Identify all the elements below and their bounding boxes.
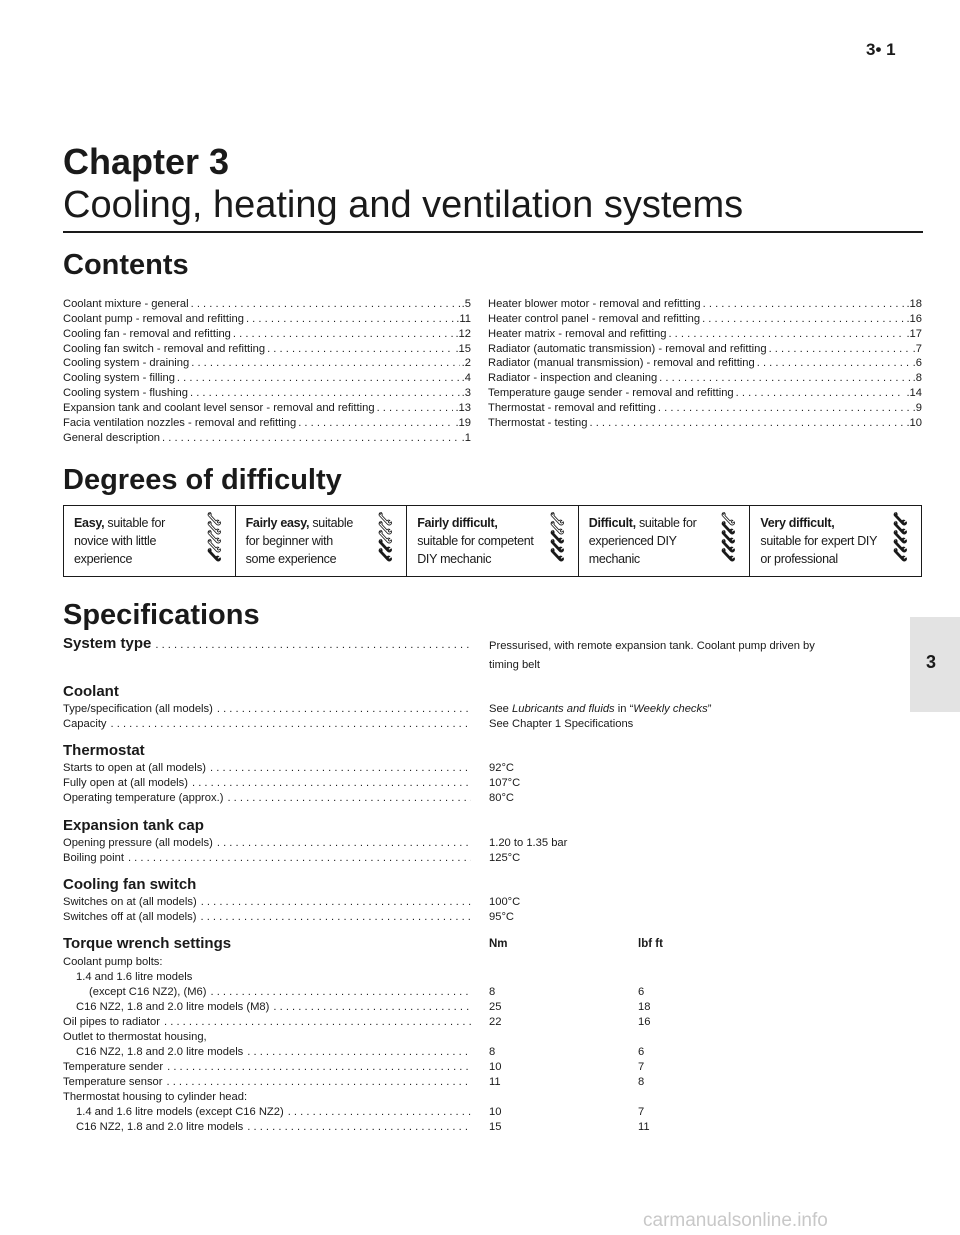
contents-entry-label: Radiator - inspection and cleaning <box>488 372 658 385</box>
torque-table <box>63 955 923 1135</box>
contents-entry[interactable] <box>63 371 471 386</box>
thermostat-table <box>63 761 923 806</box>
contents-entry-label: General description <box>63 431 161 444</box>
torque-label: 1.4 and 1.6 litre models (except C16 NZ2) <box>76 1106 284 1118</box>
torque-label: Temperature sender <box>63 1061 164 1073</box>
contents-entry-label: Thermostat - testing <box>488 416 588 429</box>
contents-entry[interactable] <box>63 401 471 416</box>
spec-label: Fully open at (all models) <box>63 777 188 789</box>
expansion-cap-table <box>63 836 923 866</box>
difficulty-title: Fairly easy, <box>245 516 310 530</box>
torque-row <box>63 1015 923 1030</box>
contents-entry-page: .10 <box>906 416 922 429</box>
difficulty-desc: novice with little <box>74 534 157 548</box>
torque-nm: 8 <box>489 1046 496 1058</box>
leader-dots <box>210 761 471 776</box>
contents-entry-page: .7 <box>912 342 922 355</box>
contents-entry-page: .2 <box>461 357 471 370</box>
system-type-label: System type <box>63 635 152 652</box>
difficulty-level <box>406 506 578 576</box>
contents-entry-label: Heater blower motor - removal and refitting <box>488 298 701 310</box>
spec-row <box>63 836 923 851</box>
difficulty-desc: experience <box>74 552 133 566</box>
difficulty-heading: Degrees of difficulty <box>63 464 342 496</box>
difficulty-level <box>749 506 921 576</box>
torque-label: C16 NZ2, 1.8 and 2.0 litre models <box>76 1046 244 1058</box>
torque-nm: 8 <box>489 986 496 998</box>
contents-left-column <box>63 297 471 445</box>
leader-dots <box>247 1120 471 1135</box>
torque-row <box>63 955 923 970</box>
contents-entry-label: Cooling system - flushing <box>63 387 188 400</box>
spec-label: Switches on at (all models) <box>63 896 197 908</box>
torque-label: Oil pipes to radiator <box>63 1016 161 1028</box>
difficulty-title: Difficult, <box>588 516 636 530</box>
spec-value: 80°C <box>489 792 514 804</box>
contents-entry-page: .14 <box>906 387 922 400</box>
leader-dots <box>167 1075 472 1090</box>
chapter-title: Chapter 3 <box>63 141 230 182</box>
contents-entry-page: .1 <box>461 431 471 444</box>
contents-entry[interactable] <box>63 386 471 401</box>
difficulty-level <box>578 506 750 576</box>
wrench-rating-icon <box>891 512 911 570</box>
leader-dots <box>246 312 454 327</box>
contents-entry-page: .19 <box>455 416 471 429</box>
contents-entry[interactable] <box>63 416 471 431</box>
contents-entry-label: Radiator (automatic transmission) - removal and refitting <box>488 342 767 355</box>
torque-nm: 25 <box>489 1001 502 1013</box>
expansion-cap-heading: Expansion tank cap <box>63 817 204 834</box>
spec-system-type <box>63 636 923 673</box>
spec-value: 1.20 to 1.35 bar <box>489 837 568 849</box>
contents-entry-label: Cooling fan - removal and refitting <box>63 327 231 340</box>
torque-row <box>63 1090 923 1105</box>
difficulty-level <box>64 506 235 576</box>
spec-value: 100°C <box>489 896 521 908</box>
spec-row <box>63 851 923 866</box>
system-type-value-cont: timing belt <box>489 659 540 671</box>
leader-dots <box>769 342 911 357</box>
difficulty-desc: suitable for expert DIY <box>760 534 878 548</box>
contents-heading: Contents <box>63 249 189 281</box>
torque-row <box>63 1030 923 1045</box>
wrench-rating-icon <box>205 512 225 570</box>
torque-heading: Torque wrench settings <box>63 935 232 952</box>
torque-nm: 11 <box>489 1076 501 1088</box>
contents-entry-label: Cooling system - draining <box>63 357 190 370</box>
leader-dots <box>298 416 453 431</box>
torque-label: Thermostat housing to cylinder head: <box>63 1091 248 1103</box>
contents-entry-page: .16 <box>906 312 922 325</box>
contents-entry-page: .13 <box>455 401 471 414</box>
leader-dots <box>247 1045 471 1060</box>
title-rule <box>63 231 923 233</box>
contents-entry-page: .17 <box>906 327 922 340</box>
system-type-value: Pressurised, with remote expansion tank. Coolant pump driven by <box>489 640 815 652</box>
leader-dots <box>233 327 454 342</box>
contents-entry[interactable] <box>488 356 922 371</box>
spec-label: Boiling point <box>63 852 124 864</box>
torque-label: 1.4 and 1.6 litre models <box>76 971 193 983</box>
leader-dots <box>703 297 905 312</box>
spec-value: 95°C <box>489 911 514 923</box>
leader-dots <box>589 416 904 431</box>
leader-dots <box>217 836 471 851</box>
contents-entry[interactable] <box>488 342 922 357</box>
wrench-rating-icon <box>719 512 739 570</box>
coolant-heading: Coolant <box>63 683 119 700</box>
spec-value: 92°C <box>489 762 514 774</box>
leader-dots <box>167 1060 471 1075</box>
wrench-rating-icon <box>548 512 568 570</box>
difficulty-desc: DIY mechanic <box>417 552 492 566</box>
leader-dots <box>177 371 460 386</box>
leader-dots <box>192 776 471 791</box>
torque-row <box>63 1045 923 1060</box>
contents-entry-label: Cooling system - filling <box>63 372 175 385</box>
torque-label: Temperature sensor <box>63 1076 163 1088</box>
torque-col-lbf: lbf ft <box>638 938 663 950</box>
difficulty-desc: or professional <box>760 552 838 566</box>
leader-dots <box>191 297 460 312</box>
contents-entry-page: .6 <box>912 357 922 370</box>
difficulty-desc: experienced DIY <box>588 534 677 548</box>
contents-entry-page: .9 <box>912 401 922 414</box>
torque-label: Outlet to thermostat housing, <box>63 1031 207 1043</box>
torque-col-nm: Nm <box>489 938 508 950</box>
spec-label: Operating temperature (approx.) <box>63 792 224 804</box>
contents-entry-label: Thermostat - removal and refitting <box>488 401 656 414</box>
contents-entry-label: Coolant mixture - general <box>63 298 189 310</box>
side-tab-label: 3 <box>925 652 936 672</box>
difficulty-level <box>235 506 407 576</box>
difficulty-desc: suitable <box>309 516 354 530</box>
coolant-row: Capacity . . . See Chapter 1 Specifications <box>63 717 923 732</box>
difficulty-desc: suitable for competent <box>417 534 534 548</box>
wrench-rating-icon <box>376 512 396 570</box>
contents-entry-page: .5 <box>461 298 471 310</box>
torque-label: C16 NZ2, 1.8 and 2.0 litre models <box>76 1121 244 1133</box>
leader-dots <box>128 851 471 866</box>
contents-entry[interactable] <box>63 297 471 312</box>
torque-lbf: 16 <box>638 1016 651 1028</box>
contents-entry-page: .4 <box>461 372 471 385</box>
leader-dots <box>211 985 472 1000</box>
torque-nm: 10 <box>489 1106 502 1118</box>
chapter-subtitle: Cooling, heating and ventilation systems <box>63 184 744 226</box>
torque-nm: 15 <box>489 1121 502 1133</box>
spec-row <box>63 776 923 791</box>
torque-lbf: 7 <box>638 1106 645 1118</box>
contents-entry-page: .3 <box>461 387 471 400</box>
spec-label: Opening pressure (all models) <box>63 837 213 849</box>
leader-dots <box>267 342 453 357</box>
contents-entry[interactable] <box>488 416 922 431</box>
difficulty-desc: some experience <box>245 552 337 566</box>
coolant-row: Type/specification (all models) . . . See Lubricants and fluids in “Weekly checks” <box>63 702 923 717</box>
difficulty-desc: for beginner with <box>245 534 333 548</box>
spec-label: Starts to open at (all models) <box>63 762 207 774</box>
torque-lbf: 7 <box>638 1061 645 1073</box>
contents-entry-page: .8 <box>912 372 922 385</box>
contents-entry[interactable] <box>63 312 471 327</box>
page-number: 3• 1 <box>866 40 896 59</box>
leader-dots <box>658 401 911 416</box>
leader-dots <box>757 356 911 371</box>
torque-row <box>63 1060 923 1075</box>
contents-entry[interactable] <box>488 312 922 327</box>
leader-dots <box>201 895 471 910</box>
contents-entry[interactable] <box>63 356 471 371</box>
difficulty-title: Fairly difficult, <box>417 516 498 530</box>
leader-dots <box>162 431 460 446</box>
contents-right-column <box>488 297 922 431</box>
torque-row <box>63 985 923 1000</box>
spec-value: 125°C <box>489 852 521 864</box>
fan-switch-heading: Cooling fan switch <box>63 876 197 893</box>
contents-entry-label: Facia ventilation nozzles - removal and refitting <box>63 416 297 429</box>
contents-entry-page: .11 <box>456 312 471 325</box>
spec-row <box>63 910 923 925</box>
difficulty-desc: suitable for <box>104 516 165 530</box>
torque-label: (except C16 NZ2), (M6) <box>89 986 207 998</box>
torque-nm: 22 <box>489 1016 502 1028</box>
leader-dots <box>200 910 471 925</box>
contents-entry[interactable] <box>63 342 471 357</box>
contents-entry-label: Heater control panel - removal and refitting <box>488 312 701 325</box>
torque-nm: 10 <box>489 1061 502 1073</box>
contents-entry-page: .12 <box>455 327 471 340</box>
torque-row <box>63 1000 923 1015</box>
spec-row <box>63 895 923 910</box>
contents-entry-label: Cooling fan switch - removal and refitting <box>63 342 266 355</box>
difficulty-title: Easy, <box>74 516 105 530</box>
spec-row <box>63 761 923 776</box>
contents-entry[interactable] <box>63 431 471 446</box>
leader-dots <box>668 327 904 342</box>
contents-entry[interactable] <box>488 401 922 416</box>
contents-entry-page: .18 <box>906 298 922 310</box>
difficulty-title: Very difficult, <box>760 516 835 530</box>
thermostat-heading: Thermostat <box>63 742 145 759</box>
torque-label: Coolant pump bolts: <box>63 956 163 968</box>
specifications-heading: Specifications <box>63 599 260 631</box>
leader-dots <box>191 356 459 371</box>
torque-lbf: 8 <box>638 1076 645 1088</box>
contents-entry-label: Expansion tank and coolant level sensor - removal and refitting <box>63 401 375 414</box>
leader-dots <box>164 1015 471 1030</box>
spec-row <box>63 791 923 806</box>
contents-entry-label: Temperature gauge sender - removal and refitting <box>488 387 734 400</box>
contents-entry[interactable] <box>488 371 922 386</box>
leader-dots <box>190 386 460 401</box>
contents-entry[interactable] <box>488 327 922 342</box>
torque-lbf: 6 <box>638 986 645 998</box>
leader-dots <box>702 312 904 327</box>
watermark: carmanualsonline.info <box>643 1210 828 1231</box>
contents-entry-page: .15 <box>455 342 471 355</box>
torque-lbf: 11 <box>638 1121 650 1133</box>
contents-entry[interactable] <box>63 327 471 342</box>
leader-dots <box>736 386 905 401</box>
difficulty-box <box>63 505 922 577</box>
difficulty-desc: mechanic <box>588 552 640 566</box>
torque-lbf: 6 <box>638 1046 645 1058</box>
torque-row <box>63 1075 923 1090</box>
contents-entry[interactable] <box>488 297 922 312</box>
difficulty-desc: suitable for <box>635 516 697 530</box>
fan-switch-table <box>63 895 923 925</box>
contents-entry-label: Heater matrix - removal and refitting <box>488 327 667 340</box>
spec-label: Switches off at (all models) <box>63 911 197 923</box>
coolant-table <box>63 702 923 732</box>
leader-dots <box>227 791 471 806</box>
torque-lbf: 18 <box>638 1001 651 1013</box>
torque-row <box>63 970 923 985</box>
torque-label: C16 NZ2, 1.8 and 2.0 litre models (M8) <box>76 1001 270 1013</box>
torque-row <box>63 1105 923 1120</box>
spec-value: 107°C <box>489 777 521 789</box>
leader-dots <box>273 1000 471 1015</box>
contents-entry[interactable] <box>488 386 922 401</box>
contents-entry-label: Coolant pump - removal and refitting <box>63 312 244 325</box>
torque-row <box>63 1120 923 1135</box>
leader-dots <box>659 371 910 386</box>
contents-entry-label: Radiator (manual transmission) - removal and refitting <box>488 357 755 370</box>
leader-dots <box>377 401 454 416</box>
leader-dots <box>288 1105 471 1120</box>
